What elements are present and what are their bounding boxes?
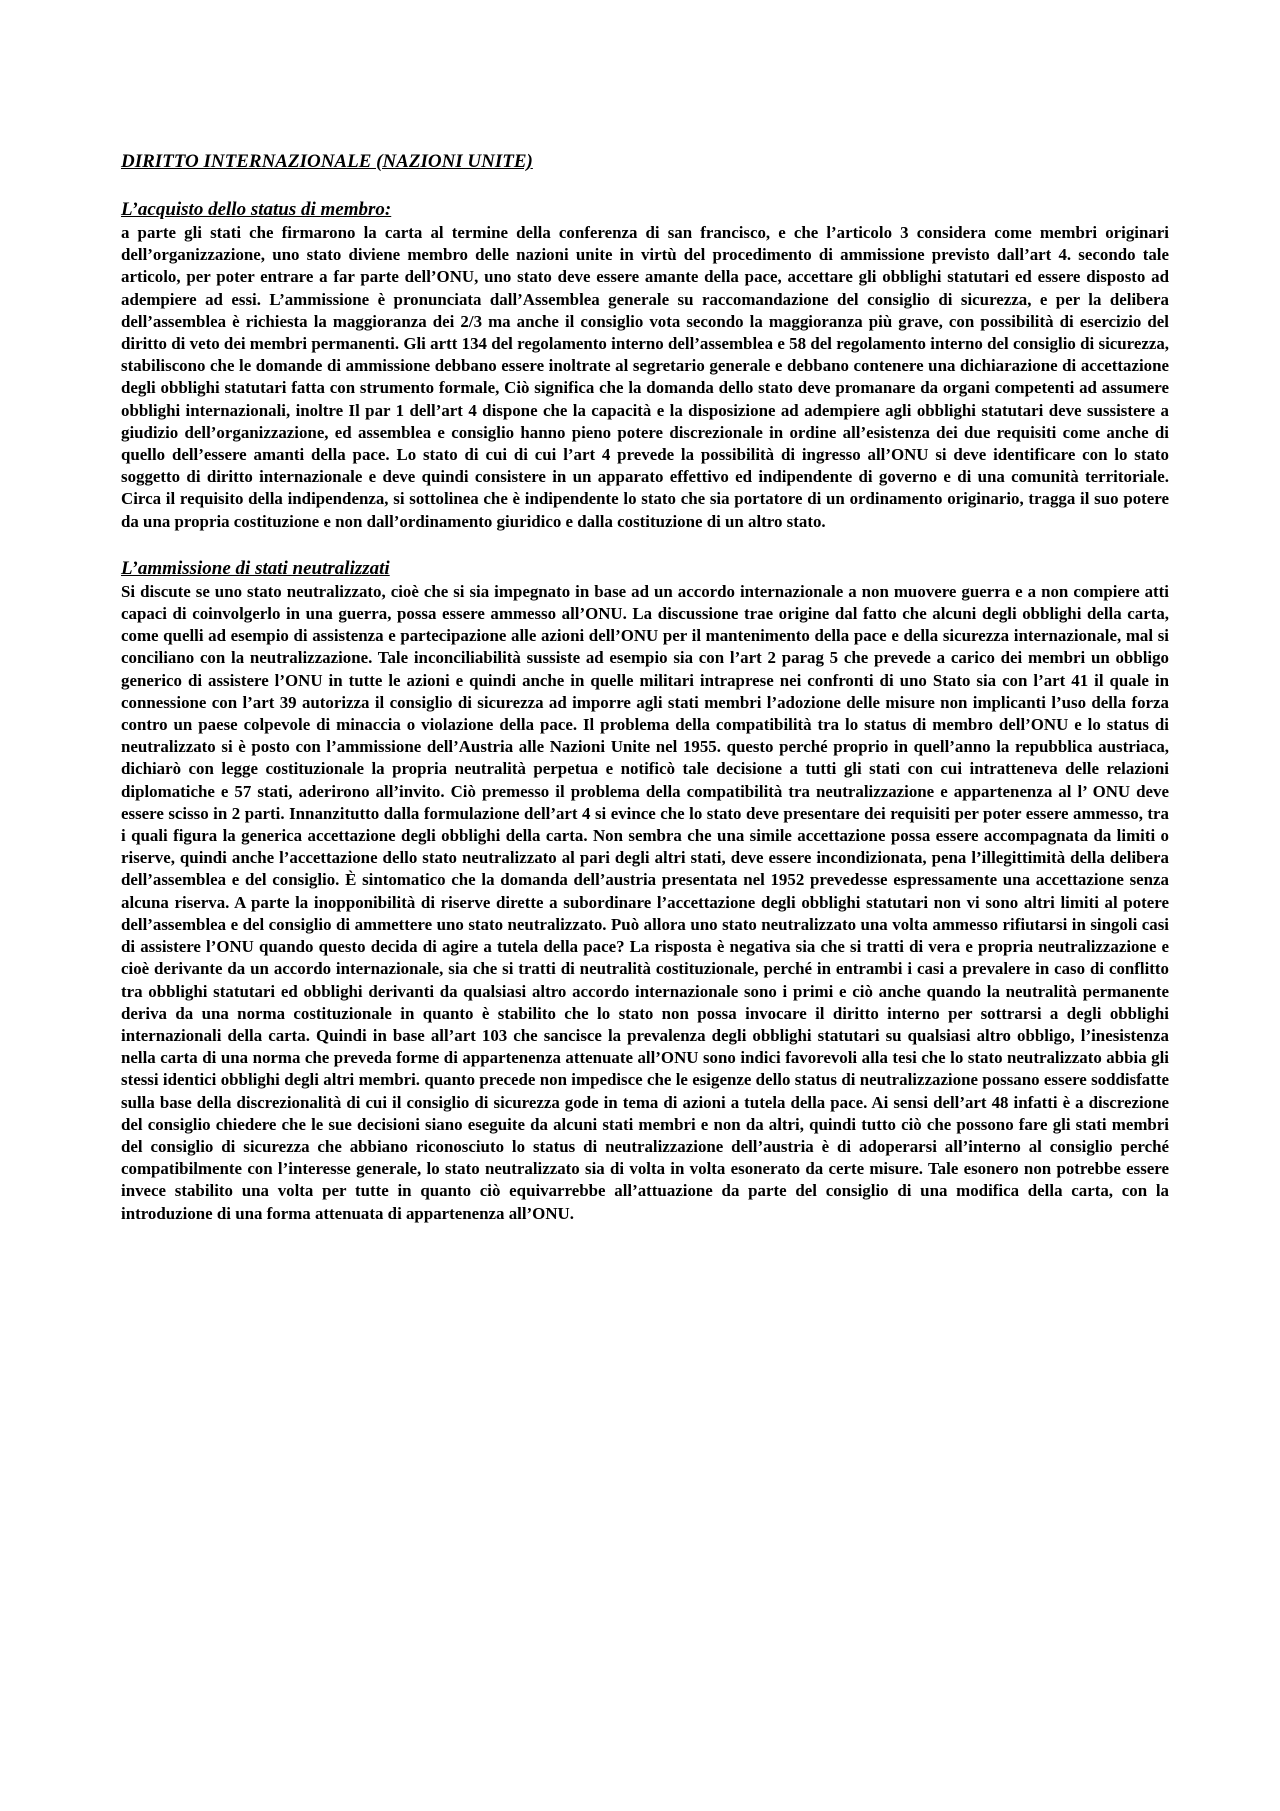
document-page [121,150,1169,1225]
document-title: DIRITTO INTERNAZIONALE (NAZIONI UNITE) [121,151,533,172]
section-heading: L’acquisto dello status di membro: [121,199,392,220]
section-spacer [121,533,1169,557]
section-neutralized-states [121,557,1169,1225]
section-membership-acquisition [121,198,1169,533]
section-body: a parte gli stati che firmarono la carta al termine della conferenza di san francisco, e che l’articolo 3 considera come membri originari dell’organizzazione, uno stato diviene membro delle nazioni unite in virtù del procedimento di ammissione previsto dall’art 4. secondo tale articolo, per poter entrare a far parte dell’ONU, uno stato deve essere amante della pace, accettare gli obblighi statutari ed essere disposto ad adempiere ad essi. L’ammissione è pronunciata dall’Assemblea generale su raccomandazione del consiglio di sicurezza, e per la delibera dell’assemblea è richiesta la maggioranza dei 2/3 ma anche il consiglio vota secondo la maggioranza più grave, con possibilità di esercizio del diritto di veto dei membri permanenti. Gli artt 134 del regolamento interno dell’assemblea e 58 del regolamento interno del consiglio di sicurezza, stabiliscono che le domande di ammissione debbano essere inoltrate al segretario generale e debbano contenere una dichiarazione di accettazione degli obblighi statutari fatta con strumento formale, Ciò significa che la domanda dello stato deve promanare da organi competenti ad assumere obblighi internazionali, inoltre Il par 1 dell’art 4 dispone che la capacità e la disposizione ad adempiere agli obblighi statutari deve sussistere a giudizio dell’organizzazione, ed assemblea e consiglio hanno pieno potere discrezionale in ordine all’esistenza dei due requisiti come anche di quello dell’essere amanti della pace. Lo stato di cui di cui l’art 4 prevede la possibilità di ingresso all’ONU si deve identificare con lo stato soggetto di diritto internazionale e deve quindi consistere in un apparato effettivo ed indipendente di governo e di una comunità territoriale. Circa il requisito della indipendenza, si sottolinea che è indipendente lo stato che sia portatore di un ordinamento originario, tragga il suo potere da una propria costituzione e non dall’ordinamento giuridico e dalla costituzione di un altro stato. [121,223,1169,531]
section-body: Si discute se uno stato neutralizzato, cioè che si sia impegnato in base ad un accordo internazionale a non muovere guerra e a non compiere atti capaci di coinvolgerlo in una guerra, possa essere ammesso all’ONU. La discussione trae origine dal fatto che alcuni degli obblighi della carta, come quelli ad esempio di assistenza e partecipazione alle azioni dell’ONU per il mantenimento della pace e della sicurezza internazionale, mal si conciliano con la neutralizzazione. Tale inconciliabilità sussiste ad esempio sia con l’art 2 parag 5 che prevede a carico dei membri un obbligo generico di assistere l’ONU in tutte le azioni e quindi anche in quelle militari intraprese nei confronti di uno Stato sia con l’art 41 il quale in connessione con l’art 39 autorizza il consiglio di sicurezza ad imporre agli stati membri l’adozione delle misure non implicanti l’uso della forza contro un paese colpevole di minaccia o violazione della pace. Il problema della compatibilità tra lo status di membro dell’ONU e lo status di neutralizzato si è posto con l’ammissione dell’Austria alle Nazioni Unite nel 1955. questo perché proprio in quell’anno la repubblica austriaca, dichiarò con legge costituzionale la propria neutralità perpetua e notificò tale decisione a tutti gli stati con cui intratteneva delle relazioni diplomatiche e 57 stati, aderirono all’invito. Ciò premesso il problema della compatibilità tra neutralizzazione e appartenenza al l’ ONU deve essere scisso in 2 parti. Innanzitutto dalla formulazione dell’art 4 si evince che lo stato deve presentare dei requisiti per poter essere ammesso, tra i quali figura la generica accettazione degli obblighi della carta. Non sembra che una simile accettazione possa essere accompagnata da limiti o riserve, quindi anche l’accettazione dello stato neutralizzato al pari degli altri stati, deve essere incondizionata, pena l’illegittimità della delibera dell’assemblea e del consiglio. È sintomatico che la domanda dell’austria presentata nel 1952 prevedesse espressamente una accettazione senza alcuna riserva. A parte la inopponibilità di riserve dirette a subordinare l’accettazione degli obblighi statutari non vi sono altri limiti al potere dell’assemblea e del consiglio di ammettere uno stato neutralizzato. Può allora uno stato neutralizzato una volta ammesso rifiutarsi in singoli casi di assistere l’ONU quando questo decida di agire a tutela della pace? La risposta è negativa sia che si tratti di vera e propria neutralizzazione e cioè derivante da un accordo internazionale, sia che si tratti di neutralità costituzionale, perché in entrambi i casi a prevalere in caso di conflitto tra obblighi statutari ed obblighi derivanti da qualsiasi altro accordo internazionale sono i primi e ciò anche quando la neutralità permanente deriva da una norma costituzionale in quanto è stabilito che lo stato non possa invocare il diritto interno per sottrarsi a degli obblighi internazionali della carta. Quindi in base all’art 103 che sancisce la prevalenza degli obblighi statutari su qualsiasi altro obbligo, l’inesistenza nella carta di una norma che preveda forme di appartenenza attenuate all’ONU sono indici favorevoli alla tesi che lo stato neutralizzato abbia gli stessi identici obblighi degli altri membri. quanto precede non impedisce che le esigenze dello status di neutralizzazione possano essere soddisfatte sulla base della discrezionalità di cui il consiglio di sicurezza gode in tema di azioni a tutela della pace. Ai sensi dell’art 48 infatti è a discrezione del consiglio chiedere che le sue decisioni siano eseguite da alcuni stati membri e non da altri, quindi tutto ciò che possono fare gli stati membri del consiglio di sicurezza che abbiano riconosciuto lo status di neutralizzazione dell’austria è di adoperarsi all’interno al consiglio perché compatibilmente con l’interesse generale, lo stato neutralizzato sia di volta in volta esonerato da certe misure. Tale esonero non potrebbe essere invece stabilito una volta per tutte in quanto ciò equivarrebbe all’attuazione da parte del consiglio di una modifica della carta, con la introduzione di una forma attenuata di appartenenza all’ONU. [121,581,1169,1223]
section-heading: L’ammissione di stati neutralizzati [121,557,390,579]
